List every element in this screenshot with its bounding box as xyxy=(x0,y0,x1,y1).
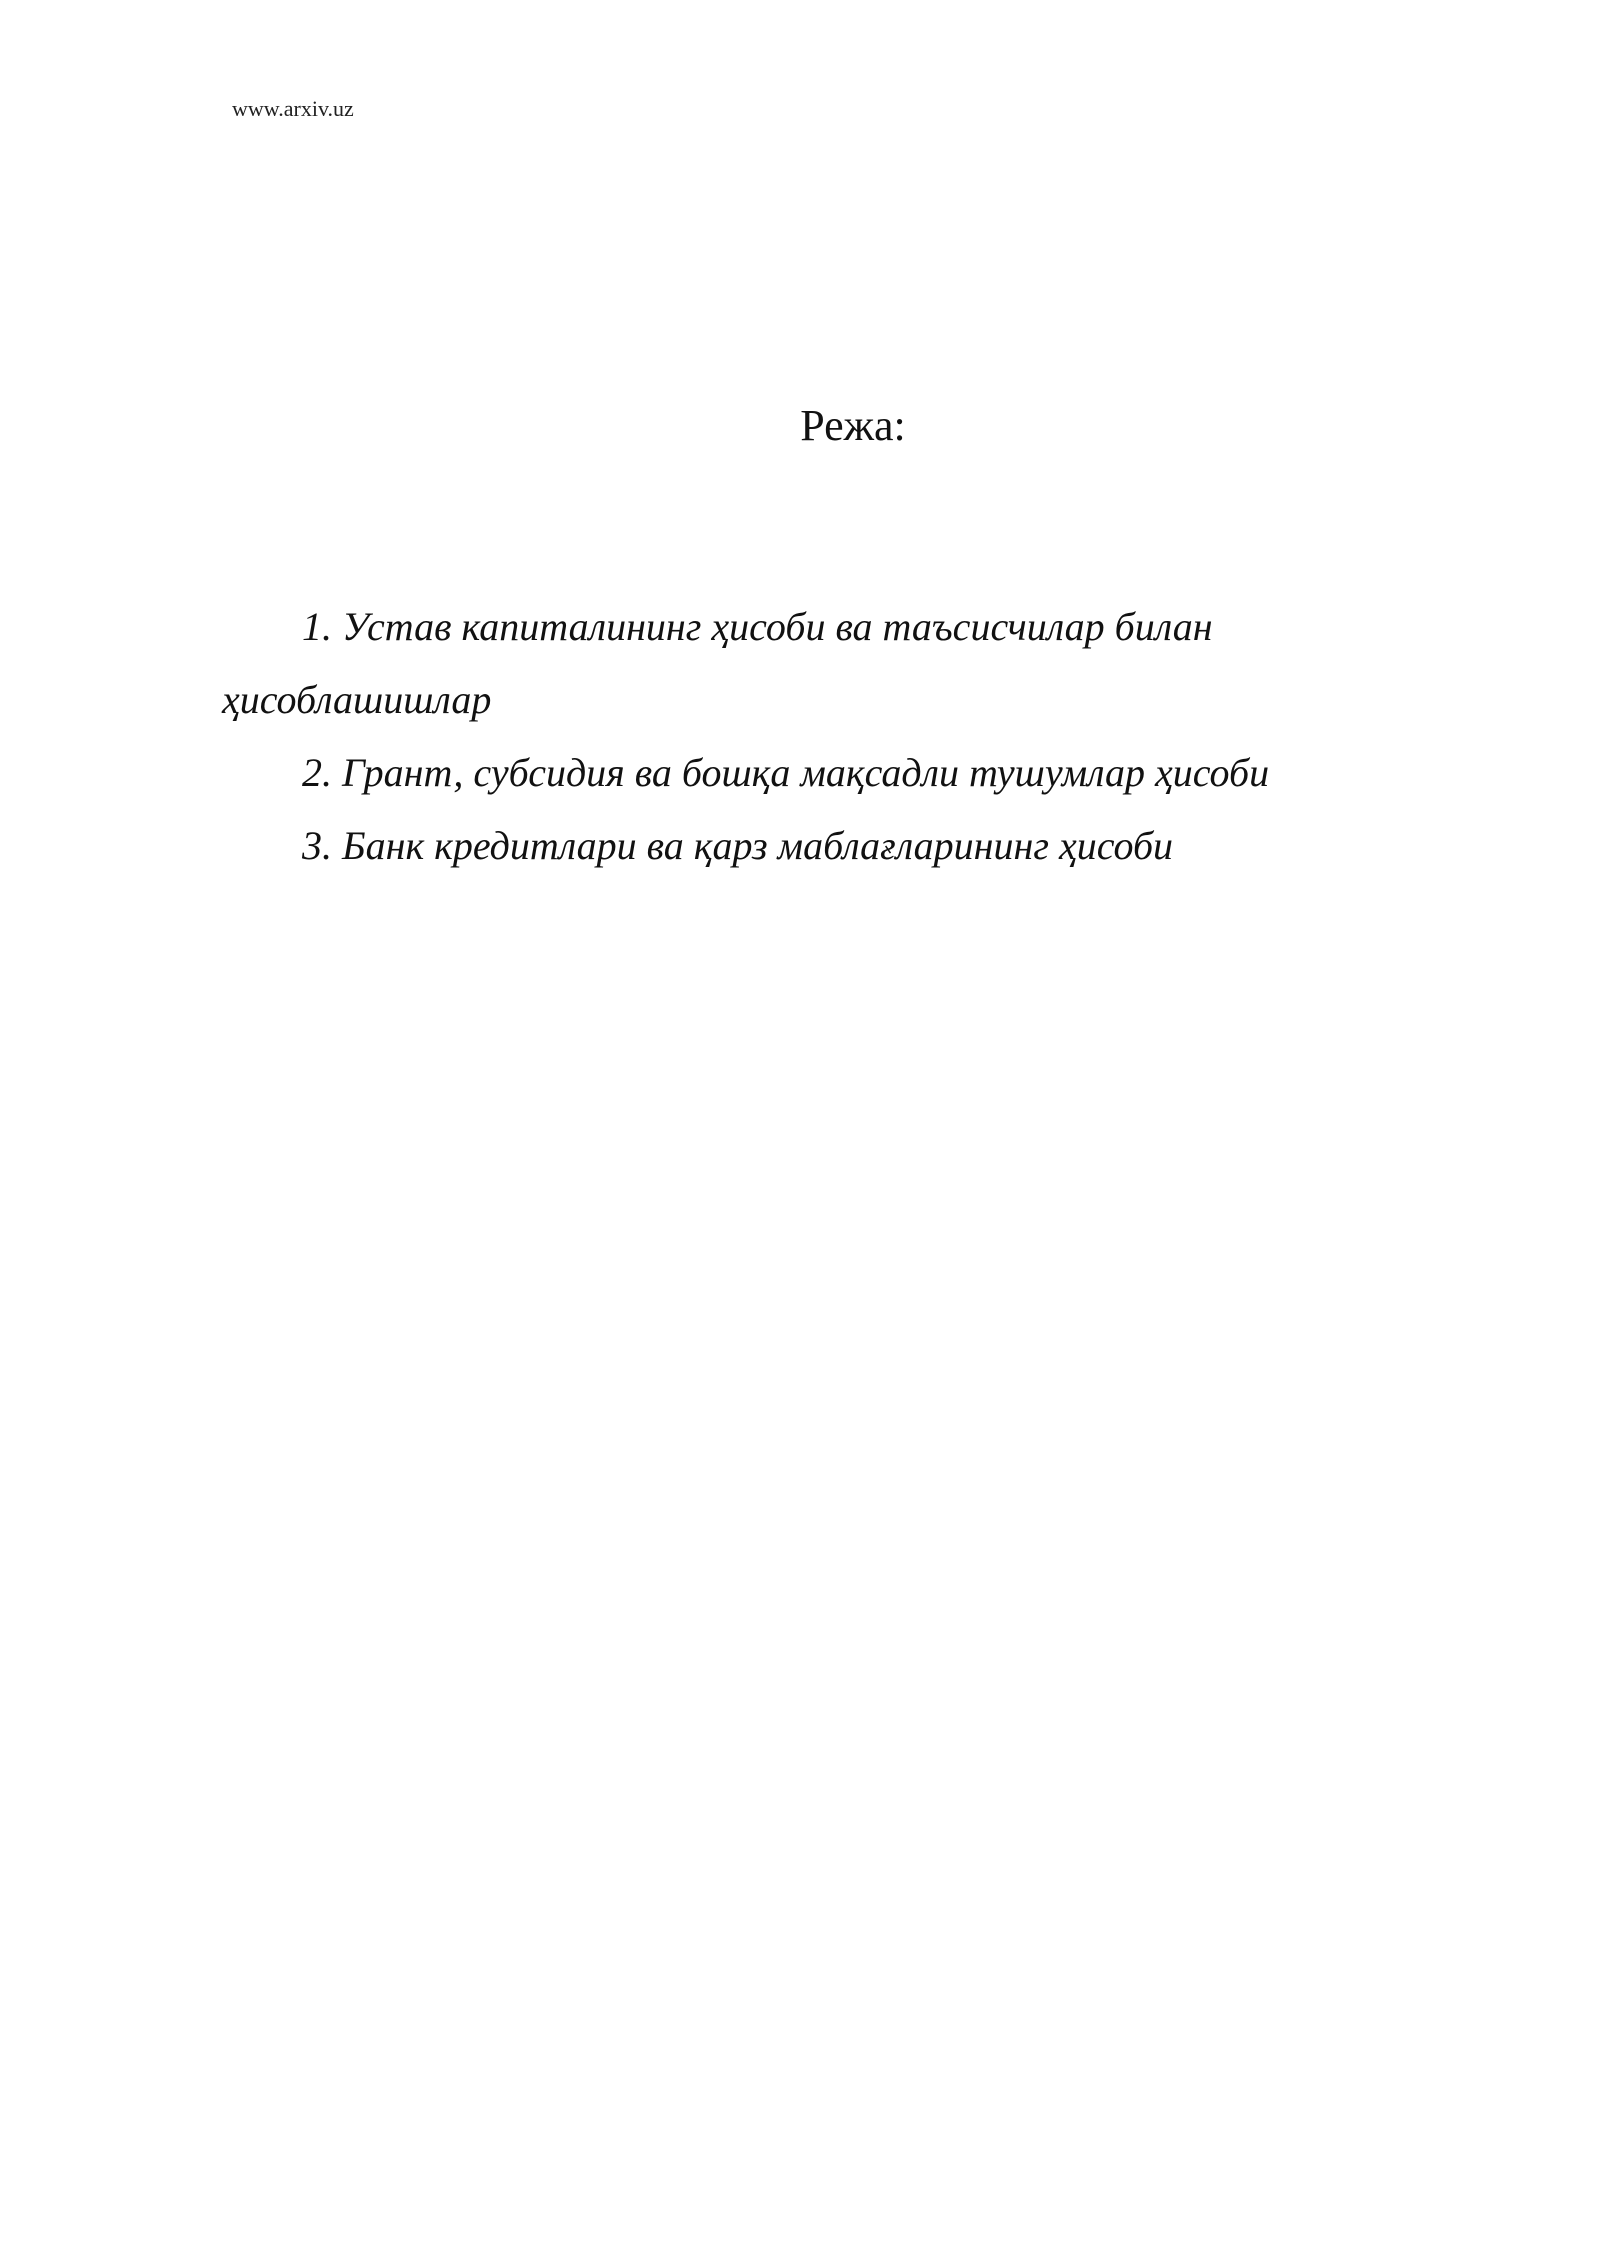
header-site-url: www.arxiv.uz xyxy=(232,96,354,121)
plan-title: Режа: xyxy=(800,401,906,450)
plan-item-1: 1. Устав капиталининг ҳисоби ва таъсисчилар билан ҳисоблашишлар xyxy=(222,604,1213,722)
plan-list xyxy=(222,590,1402,882)
plan-item-2: 2. Грант, субсидия ва бошқа мақсадли тушумлар ҳисоби xyxy=(302,750,1270,795)
plan-item-3: 3. Банк кредитлари ва қарз маблағларининг ҳисоби xyxy=(302,823,1174,868)
